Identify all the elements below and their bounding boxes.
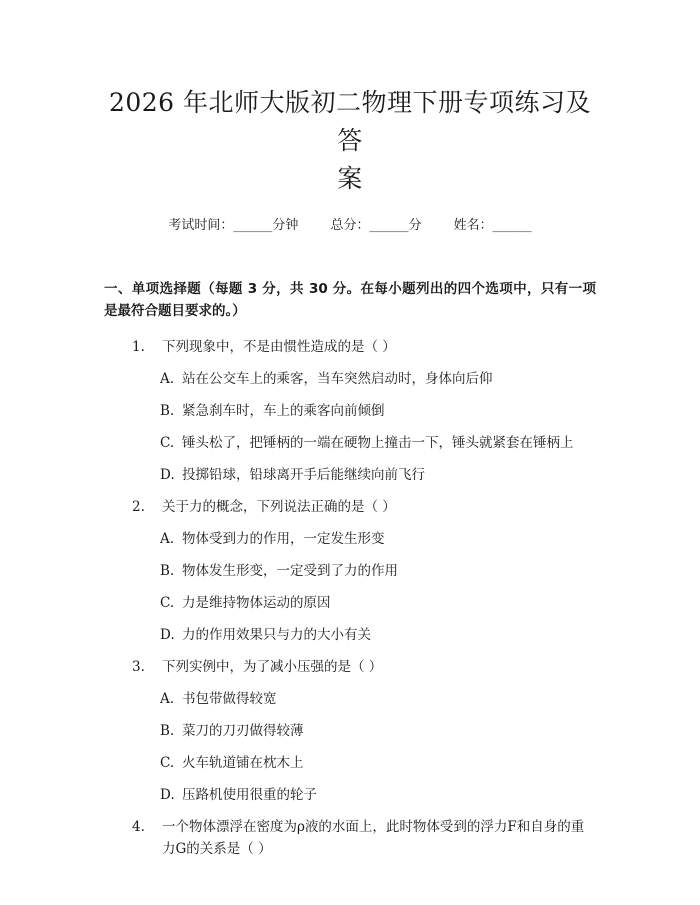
question <box>104 816 596 860</box>
option-text: 物体受到力的作用，一定发生形变 <box>182 531 385 547</box>
option-d <box>160 464 596 486</box>
question-text: 下列实例中，为了减小压强的是（ ） <box>162 659 383 675</box>
option-b <box>160 560 596 582</box>
question-stem <box>104 496 596 518</box>
option-list <box>104 688 596 806</box>
option-text: 火车轨道铺在枕木上 <box>182 755 304 771</box>
question-number: 4. <box>132 819 145 835</box>
exam-time: 考试时间：______分钟 <box>168 218 299 233</box>
option-d <box>160 784 596 806</box>
exam-meta <box>104 216 596 236</box>
option-c <box>160 592 596 614</box>
question-text: 下列现象中，不是由惯性造成的是（ ） <box>162 339 396 355</box>
question <box>104 656 596 806</box>
page-title <box>104 0 596 198</box>
option-letter: C. <box>160 595 175 611</box>
option-letter: D. <box>160 467 175 483</box>
option-letter: C. <box>160 755 175 771</box>
option-text: 物体发生形变，一定受到了力的作用 <box>182 563 398 579</box>
title-line-1: 2026 年北师大版初二物理下册专项练习及答 <box>108 88 592 155</box>
option-text: 书包带做得较宽 <box>182 691 277 707</box>
option-text: 菜刀的刀刃做得较薄 <box>182 723 304 739</box>
question-stem <box>104 336 596 358</box>
question-text: 一个物体漂浮在密度为ρ液的水面上，此时物体受到的浮力F和自身的重力G的关系是（ ） <box>162 819 585 857</box>
option-c <box>160 432 596 454</box>
option-letter: B. <box>160 723 175 739</box>
question-stem <box>104 656 596 678</box>
option-letter: B. <box>160 563 175 579</box>
option-a <box>160 528 596 550</box>
option-text: 投掷铅球，铅球离开手后能继续向前飞行 <box>182 467 425 483</box>
question-number: 2. <box>132 499 145 515</box>
question-text: 关于力的概念，下列说法正确的是（ ） <box>162 499 396 515</box>
option-letter: D. <box>160 787 175 803</box>
option-b <box>160 720 596 742</box>
option-b <box>160 400 596 422</box>
title-line-2: 案 <box>337 164 363 193</box>
option-letter: A. <box>160 371 175 387</box>
total-score: 总分：______分 <box>330 218 422 233</box>
option-text: 力的作用效果只与力的大小有关 <box>182 627 371 643</box>
option-text: 力是维持物体运动的原因 <box>182 595 331 611</box>
option-letter: A. <box>160 531 175 547</box>
student-name: 姓名：______ <box>453 218 532 233</box>
option-letter: A. <box>160 691 175 707</box>
option-text: 压路机使用很重的轮子 <box>182 787 317 803</box>
option-letter: B. <box>160 403 175 419</box>
question-stem <box>104 816 596 860</box>
option-text: 紧急刹车时，车上的乘客向前倾倒 <box>182 403 385 419</box>
option-c <box>160 752 596 774</box>
option-a <box>160 368 596 390</box>
question-number: 3. <box>132 659 145 675</box>
question-number: 1. <box>132 339 145 355</box>
question-list <box>104 336 596 860</box>
question <box>104 496 596 646</box>
section-heading: 一、单项选择题（每题 3 分，共 30 分。在每小题列出的四个选项中，只有一项是最符合题目要求的。） <box>104 281 596 319</box>
option-letter: C. <box>160 435 175 451</box>
option-d <box>160 624 596 646</box>
option-a <box>160 688 596 710</box>
option-list <box>104 368 596 486</box>
option-text: 站在公交车上的乘客，当车突然启动时，身体向后仰 <box>182 371 493 387</box>
question <box>104 336 596 486</box>
option-list <box>104 528 596 646</box>
option-letter: D. <box>160 627 175 643</box>
option-text: 锤头松了，把锤柄的一端在硬物上撞击一下，锤头就紧套在锤柄上 <box>182 435 574 451</box>
